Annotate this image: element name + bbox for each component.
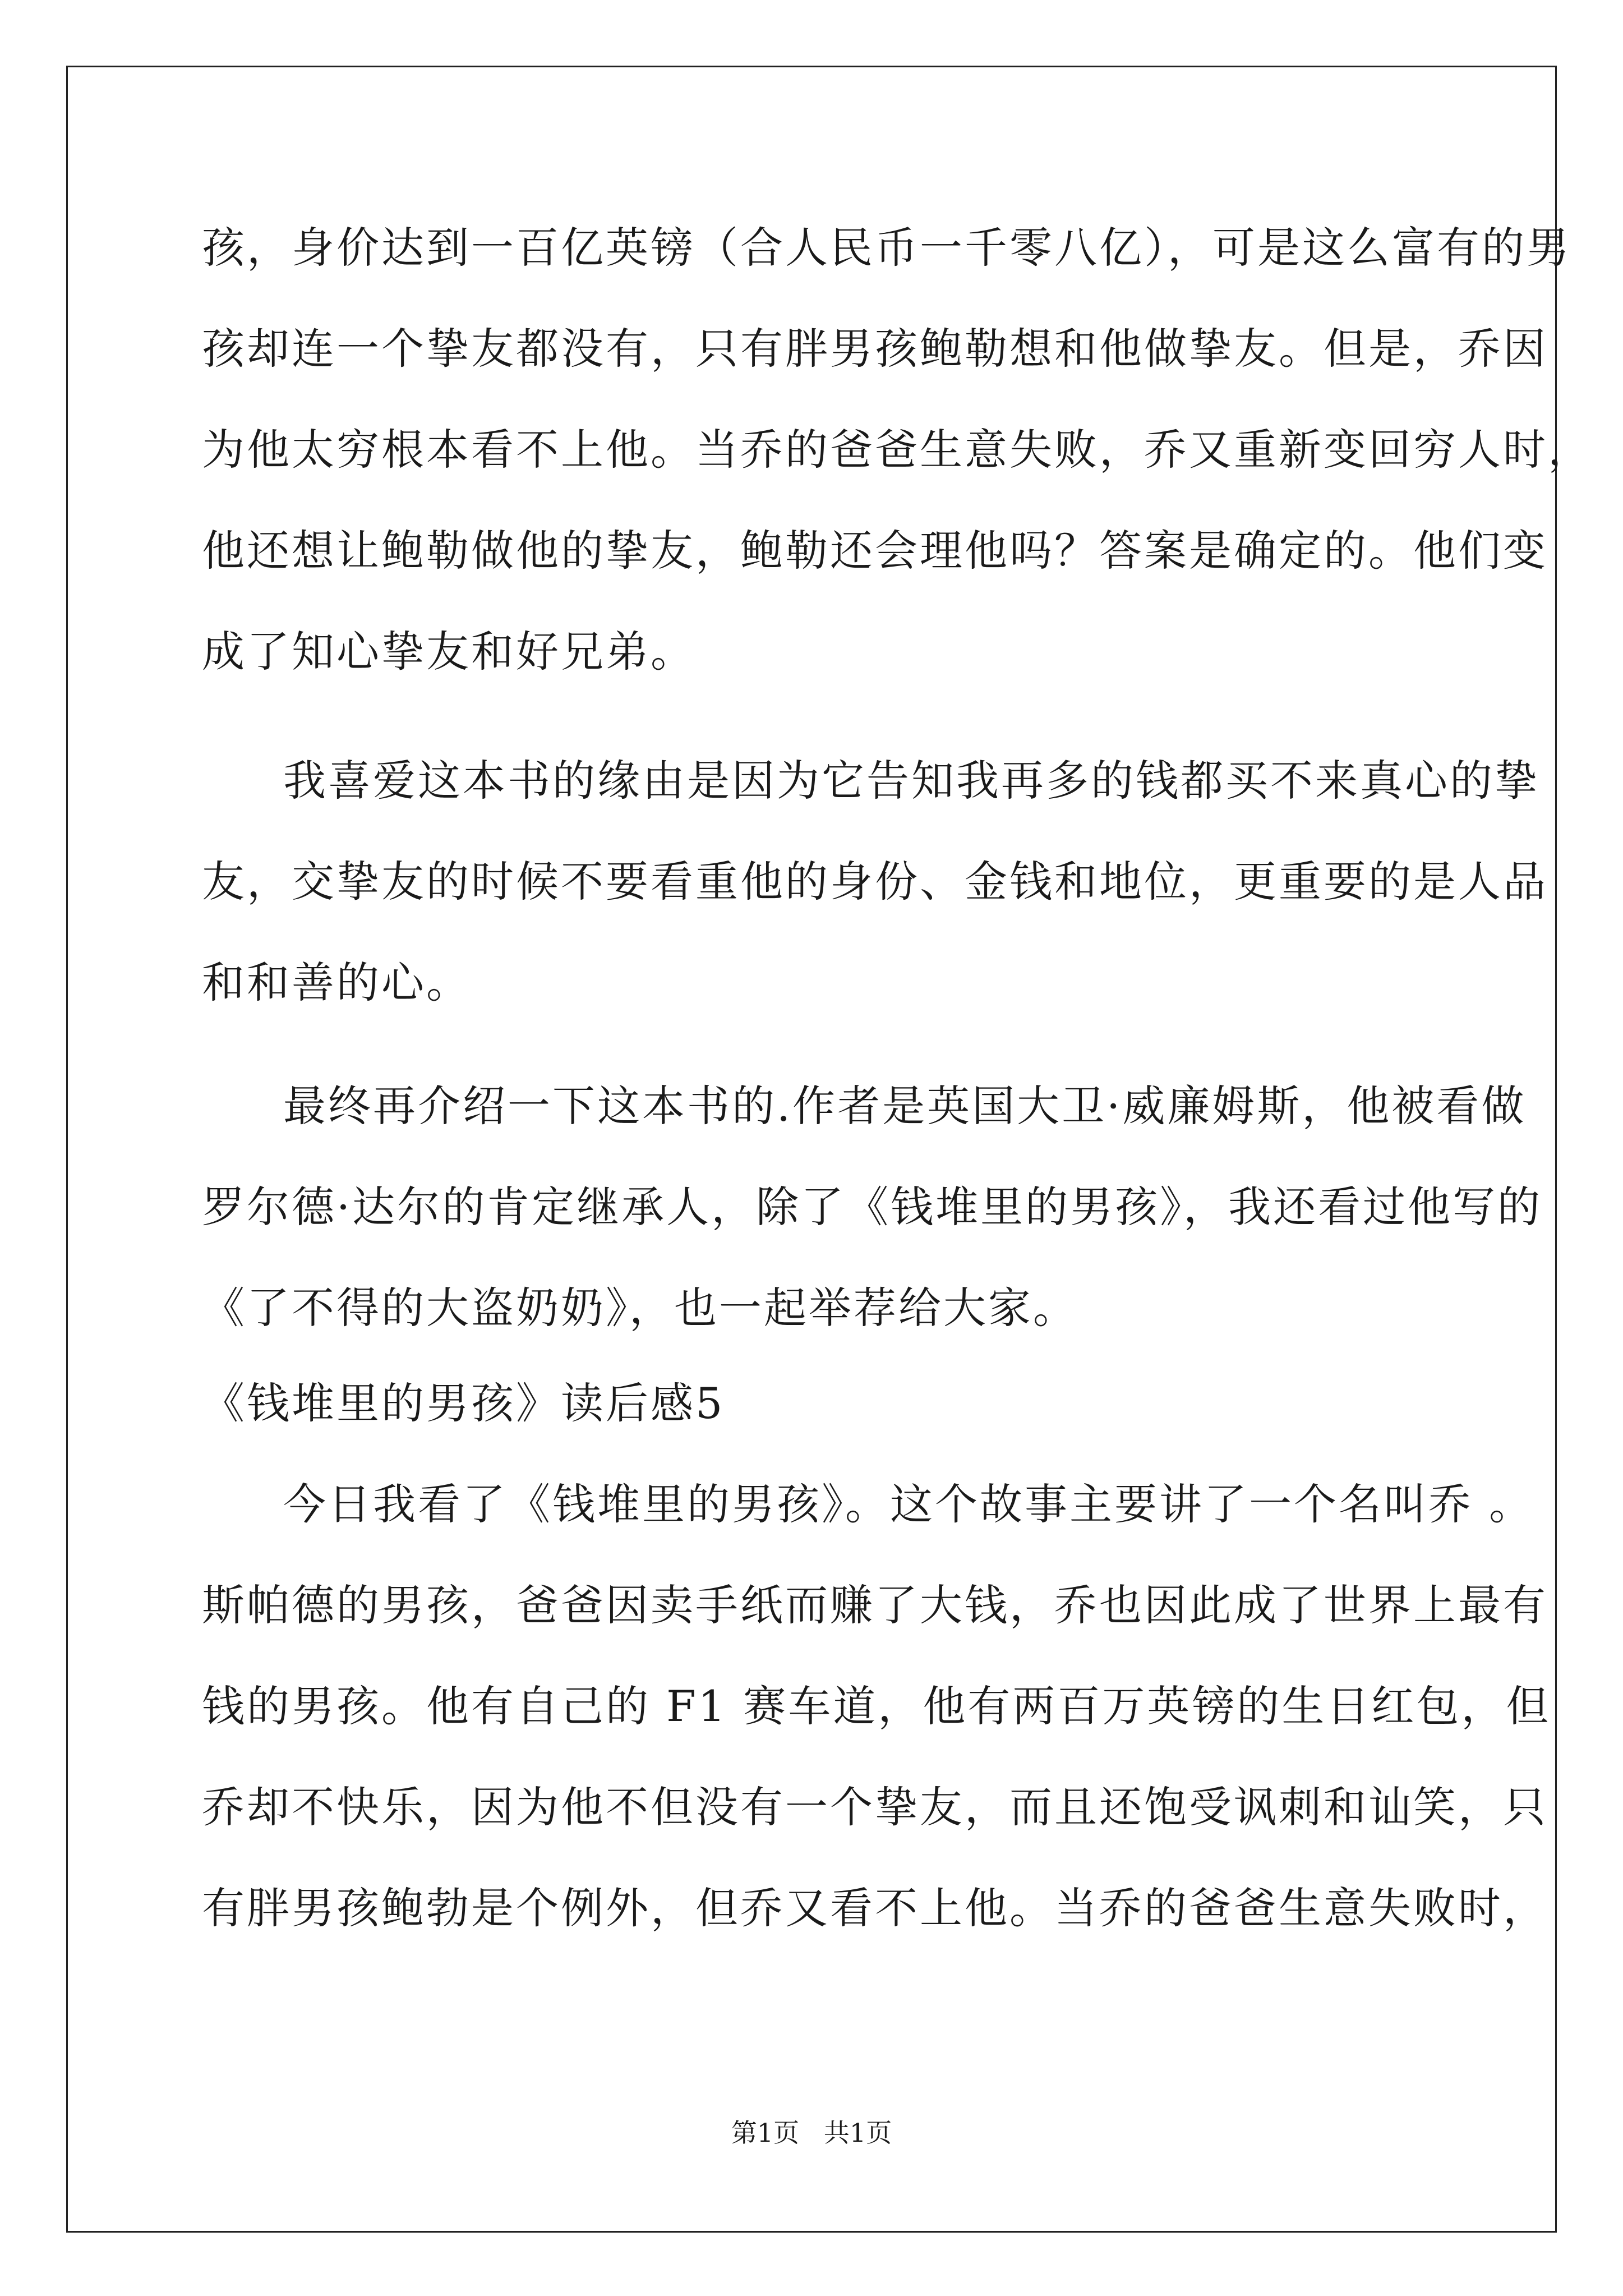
- text-line: 罗尔德·达尔的肯定继承人，除了《钱堆里的男孩》，我还看过他写的: [202, 1182, 1543, 1232]
- text-line: 成了知心挚友和好兄弟。: [202, 627, 695, 677]
- text-line: 钱的男孩。他有自己的 F1 赛车道，他有两百万英镑的生日红包，但: [202, 1681, 1551, 1731]
- text-line: 为他太穷根本看不上他。当乔的爸爸生意失败，乔又重新变回穷人时，: [202, 425, 1593, 475]
- text-line: 孩却连一个挚友都没有，只有胖男孩鲍勒想和他做挚友。但是，乔因: [202, 324, 1548, 374]
- text-line: 乔却不快乐，因为他不但没有一个挚友，而且还饱受讽刺和讪笑，只: [202, 1782, 1548, 1832]
- paragraph-first-line: 我喜爱这本书的缘由是因为它告知我再多的钱都买不来真心的挚: [283, 756, 1539, 806]
- page-number-footer: 第1页 共1页: [731, 2118, 892, 2148]
- text-line: 有胖男孩鲍勃是个例外，但乔又看不上他。当乔的爸爸生意失败时，: [202, 1883, 1548, 1933]
- text-line: 斯帕德的男孩，爸爸因卖手纸而赚了大钱，乔也因此成了世界上最有: [202, 1580, 1548, 1630]
- text-line: 和和善的心。: [202, 958, 471, 1007]
- text-line: 孩，身价达到一百亿英镑（合人民币一千零八亿），可是这么富有的男: [202, 223, 1571, 273]
- text-line: 《了不得的大盗奶奶》，也一起举荐给大家。: [202, 1283, 1078, 1333]
- paragraph-first-line: 今日我看了《钱堆里的男孩》。这个故事主要讲了一个名叫乔 。: [283, 1479, 1534, 1529]
- text-line: 友，交挚友的时候不要看重他的身份、金钱和地位，更重要的是人品: [202, 857, 1548, 907]
- text-line: 他还想让鲍勒做他的挚友，鲍勒还会理他吗？答案是确定的。他们变: [202, 526, 1548, 576]
- section-heading: 《钱堆里的男孩》读后感5: [202, 1378, 725, 1428]
- paragraph-first-line: 最终再介绍一下这本书的.作者是英国大卫·威廉姆斯，他被看做: [283, 1081, 1527, 1131]
